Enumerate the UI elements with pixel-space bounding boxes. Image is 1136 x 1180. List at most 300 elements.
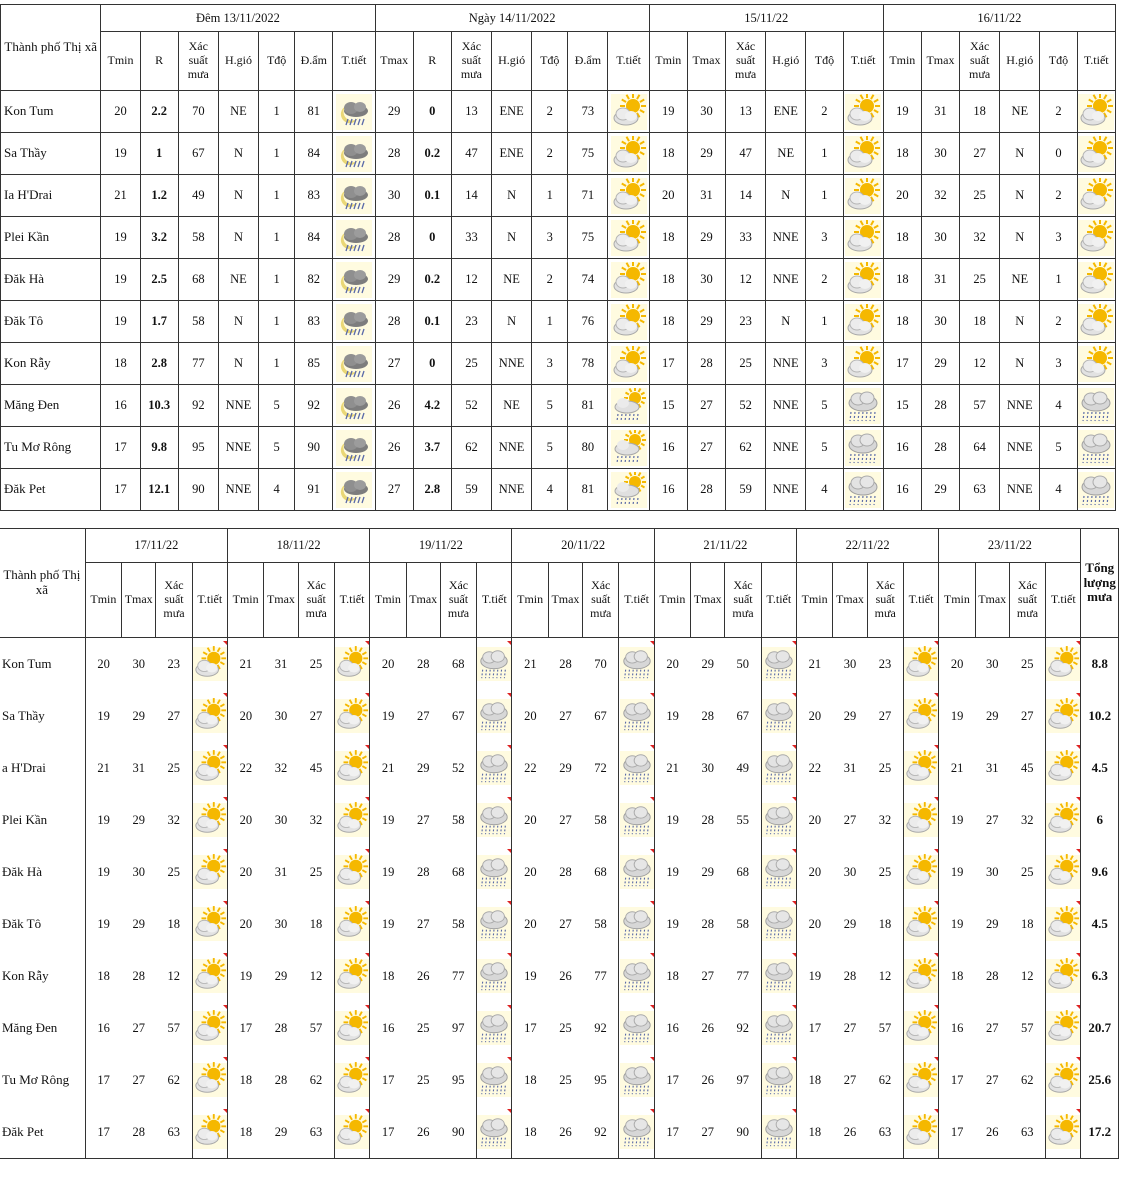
weather-cell [608,133,649,175]
cell-value: 33 [726,217,766,259]
night-rain-icon [336,472,372,508]
column-header: T.tiết [619,563,654,638]
cell-value: 63 [867,1106,903,1159]
cell-value: 1 [806,133,843,175]
city-name: Kon Rẫy [1,343,101,385]
cell-value: 27 [843,1072,857,1087]
sun-cloud-icon [193,641,227,687]
cell-value: 27 [559,812,572,827]
table-row [1,175,1116,217]
cell-value: 67 [440,690,476,742]
weather-cell [477,1002,512,1054]
cell-value: 18 [883,217,921,259]
sun-cloud-icon [193,1109,227,1155]
cell-value: 19 [654,794,690,846]
cell-value: 20 [227,898,263,950]
cell-value: 3 [1040,343,1077,385]
comment-marker [223,797,227,801]
comment-marker [650,953,654,957]
cell-value: 3 [532,343,568,385]
comment-marker [792,797,796,801]
cell-value: 0.1 [413,301,451,343]
cell-value: 5 [806,427,843,469]
cell-value: 25 [416,1020,430,1035]
cell-value: 0 [413,91,451,133]
cell-value: 1 [259,343,295,385]
table-row [0,742,1119,794]
date-group-header: 20/11/22 [512,529,654,563]
sun-cloud-icon [1046,1109,1080,1155]
cell-value: 97 [440,1002,476,1054]
cell-value: 27 [416,708,430,723]
weather-cell [843,91,883,133]
city-name: Sa Thầy [1,133,101,175]
column-header: Tđộ [1040,32,1077,91]
cell-value: 2.2 [140,91,178,133]
cell-value: 13 [726,91,766,133]
cell-value: 27 [375,469,413,511]
cell-value: 1 [1040,259,1077,301]
cell-value: 63 [298,1106,334,1159]
weather-cell [608,175,649,217]
cell-value: 30 [132,656,145,671]
comment-marker [223,1005,227,1009]
weather-cell [843,385,883,427]
column-header: Xác suất mưa [726,32,766,91]
cell-value: 58 [583,898,619,950]
cell-value: 19 [85,898,121,950]
sun-cloud-icon [845,262,881,298]
cell-value: 28 [375,217,413,259]
total-rain-value: 8.8 [1081,638,1119,691]
cell-value: 29 [559,760,572,775]
cell-value: 25 [298,638,334,691]
cell-value: 76 [568,301,608,343]
cloud-rain-icon [1078,472,1114,508]
forecast-table-short-range [0,4,1116,511]
cell-value: 19 [370,794,406,846]
cell-value: NNE [766,385,806,427]
cell-value: 27 [156,690,192,742]
cell-value: NNE [766,217,806,259]
column-header: H.gió [218,32,258,91]
weather-cell [1077,175,1115,217]
weather-cell [192,794,227,846]
sun-cloud-icon [1078,262,1114,298]
weather-cell [333,427,375,469]
cell-value: NNE [766,259,806,301]
cell-value: 63 [960,469,1000,511]
cell-value: 30 [274,708,288,723]
comment-marker [223,745,227,749]
cell-value: N [492,301,532,343]
weather-cell [1077,91,1115,133]
weather-cell [608,385,649,427]
cell-value: 62 [1009,1054,1045,1106]
weather-cell [843,217,883,259]
comment-marker [365,1005,369,1009]
column-header: Xác suất mưa [440,563,476,638]
cell-value: 32 [298,794,334,846]
table-row [0,1054,1119,1106]
cell-value: 0.2 [413,133,451,175]
weather-cell [761,742,796,794]
cell-value: 16 [883,469,921,511]
cell-value: 2 [532,91,568,133]
cell-value: 29 [701,656,714,671]
cell-value: 29 [264,1106,298,1159]
sun-cloud-icon [1046,745,1080,791]
weather-cell [843,343,883,385]
weather-cell [192,846,227,898]
cell-value: 17 [939,1054,975,1106]
cell-value: 17 [370,1106,406,1159]
weather-cell [333,301,375,343]
cell-value: 32 [156,794,192,846]
sun-cloud-icon [611,94,647,130]
cell-value: 92 [583,1002,619,1054]
comment-marker [792,693,796,697]
cell-value: N [218,217,258,259]
cell-value: 20 [85,638,121,691]
weather-cell [761,1106,796,1159]
cell-value: 5 [1040,427,1077,469]
cell-value: 19 [883,91,921,133]
column-header: Xác suất mưa [867,563,903,638]
city-name: Đăk Hà [1,259,101,301]
cell-value: 5 [806,385,843,427]
cell-value: 67 [178,133,218,175]
cell-value: 20 [227,690,263,742]
cell-value: 28 [701,916,714,931]
cell-value: 3 [1040,217,1077,259]
cell-value: 17 [101,427,140,469]
weather-cell [334,846,369,898]
cell-value: 18 [649,259,687,301]
cell-value: 68 [583,846,619,898]
comment-marker [223,1109,227,1113]
sun-cloud-icon [335,693,369,739]
cell-value: 27 [416,916,430,931]
cell-value: NE [1000,259,1040,301]
cell-value: 12 [726,259,766,301]
weather-cell [477,898,512,950]
cell-value: 62 [726,427,766,469]
cell-value: 16 [85,1002,121,1054]
cell-value: 1 [532,301,568,343]
cell-value: 1 [259,301,295,343]
cell-value: 59 [451,469,491,511]
cell-value: 2 [806,259,843,301]
cell-value: 1 [259,259,295,301]
column-header: Tmin [649,32,687,91]
sun-cloud-icon [611,178,647,214]
cell-value: 57 [867,1002,903,1054]
weather-cell [334,898,369,950]
date-group-header: 23/11/22 [939,529,1081,563]
city-header: Thành phố Thị xã [0,529,85,638]
cell-value: 77 [440,950,476,1002]
cell-value: 67 [725,690,761,742]
weather-cell [761,690,796,742]
column-header: Tmax [122,563,156,638]
cell-value: 85 [295,343,333,385]
weather-cell [608,91,649,133]
comment-marker [365,641,369,645]
cell-value: 92 [583,1106,619,1159]
table-row [1,91,1116,133]
cell-value: 28 [132,968,145,983]
cell-value: 16 [649,469,687,511]
cell-value: 25 [1009,846,1045,898]
cell-value: 26 [416,968,430,983]
cell-value: 17 [512,1002,548,1054]
weather-cell [333,469,375,511]
cell-value: 18 [649,133,687,175]
column-header: T.tiết [761,563,796,638]
cell-value: 29 [985,916,999,931]
cell-value: 18 [883,301,921,343]
city-name: Kon Rẫy [0,950,85,1002]
sun-cloud-icon [193,693,227,739]
cell-value: 32 [921,175,959,217]
cell-value: 77 [178,343,218,385]
cell-value: 0 [1040,133,1077,175]
weather-cell [608,469,649,511]
column-header: Tmin [939,563,975,638]
cloud-rain-icon [477,693,511,739]
cell-value: NE [218,91,258,133]
cell-value: 27 [843,812,857,827]
weather-cell [192,690,227,742]
cell-value: NE [218,259,258,301]
comment-marker [223,901,227,905]
cell-value: 21 [796,638,832,691]
cell-value: 29 [843,708,857,723]
weather-cell [761,794,796,846]
cell-value: 19 [654,898,690,950]
sun-cloud-icon [335,953,369,999]
cloud-rain-icon [477,1057,511,1103]
cell-value: 27 [985,1072,999,1087]
cell-value: 75 [568,133,608,175]
column-header: Tmin [85,563,121,638]
comment-marker [934,641,938,645]
cloud-rain-icon [620,1005,654,1051]
cell-value: 1 [259,217,295,259]
comment-marker [1076,1057,1080,1061]
sun-cloud-icon [1046,693,1080,739]
cell-value: 70 [178,91,218,133]
cell-value: 1 [259,175,295,217]
table-row [1,385,1116,427]
cloud-rain-icon [845,472,881,508]
cell-value: NNE [1000,427,1040,469]
comment-marker [650,1057,654,1061]
column-header: Tmin [101,32,140,91]
date-group-header: 16/11/22 [883,5,1115,32]
sun-cloud-icon [1078,346,1114,382]
cloud-rain-icon [620,797,654,843]
cell-value: 4 [1040,385,1077,427]
weather-cell [903,638,938,691]
cell-value: 18 [960,91,1000,133]
comment-marker [792,849,796,853]
cell-value: N [1000,133,1040,175]
cell-value: NNE [766,343,806,385]
column-header: T.tiết [608,32,649,91]
sun-cloud-icon [1046,901,1080,947]
cell-value: 73 [568,91,608,133]
cell-value: 28 [375,301,413,343]
column-header: Xác suất mưa [178,32,218,91]
cell-value: 27 [867,690,903,742]
cell-value: 20 [883,175,921,217]
comment-marker [223,1057,227,1061]
sun-cloud-icon [1046,641,1080,687]
cell-value: N [1000,217,1040,259]
weather-cell [334,950,369,1002]
cell-value: 3.7 [413,427,451,469]
table-row [0,1002,1119,1054]
cell-value: 27 [132,1020,145,1035]
weather-cell [477,742,512,794]
cell-value: NNE [218,469,258,511]
cell-value: 19 [654,690,690,742]
cell-value: 1.2 [140,175,178,217]
weather-cell [192,1054,227,1106]
weather-cell [192,1106,227,1159]
cell-value: 26 [375,427,413,469]
cell-value: 17 [649,343,687,385]
cell-value: 30 [985,656,999,671]
cloud-rain-icon [762,1057,796,1103]
table-row [0,794,1119,846]
cell-value: 19 [101,133,140,175]
cell-value: 83 [295,301,333,343]
sun-cloud-icon [193,1057,227,1103]
column-header: Tmax [691,563,725,638]
cell-value: 2 [806,91,843,133]
weather-cell [903,950,938,1002]
comment-marker [792,901,796,905]
cell-value: 57 [960,385,1000,427]
cell-value: 29 [132,812,145,827]
comment-marker [934,693,938,697]
cell-value: NE [492,385,532,427]
cell-value: 16 [939,1002,975,1054]
cell-value: ENE [766,91,806,133]
sun-cloud-icon [335,1005,369,1051]
weather-cell [477,794,512,846]
column-header: Tmin [883,32,921,91]
cell-value: 62 [156,1054,192,1106]
cell-value: 29 [132,916,145,931]
weather-cell [843,469,883,511]
weather-cell [761,950,796,1002]
column-header: Tmax [975,563,1009,638]
sun-cloud-icon [904,1057,938,1103]
comment-marker [1076,797,1080,801]
cell-value: 19 [796,950,832,1002]
cloud-rain-icon [845,430,881,466]
weather-cell [1077,427,1115,469]
cell-value: 31 [985,760,999,775]
sun-rain-icon [611,388,647,424]
cloud-rain-icon [620,641,654,687]
sun-cloud-icon [1078,220,1114,256]
cloud-rain-icon [477,1005,511,1051]
column-header: Tmax [406,563,440,638]
cell-value: 82 [295,259,333,301]
sun-cloud-icon [611,346,647,382]
weather-cell [1046,846,1081,898]
sun-cloud-icon [904,797,938,843]
cloud-rain-icon [620,953,654,999]
column-header: Xác suất mưa [725,563,761,638]
weather-cell [619,1106,654,1159]
weather-cell [1046,1002,1081,1054]
weather-cell [843,175,883,217]
cell-value: 19 [370,898,406,950]
cell-value: 21 [654,742,690,794]
weather-cell [903,1002,938,1054]
weather-cell [334,1054,369,1106]
cell-value: 55 [725,794,761,846]
column-header: T.tiết [334,563,369,638]
night-rain-icon [336,262,372,298]
cell-value: 22 [512,742,548,794]
city-name: Đăk Tô [1,301,101,343]
cloud-rain-icon [477,745,511,791]
cloud-rain-icon [762,745,796,791]
date-group-header: Đêm 13/11/2022 [101,5,375,32]
comment-marker [934,797,938,801]
cell-value: 12 [298,950,334,1002]
cell-value: 18 [796,1106,832,1159]
column-header: Xác suất mưa [156,563,192,638]
comment-marker [934,745,938,749]
city-name: Tu Mơ Rông [0,1054,85,1106]
cell-value: 62 [451,427,491,469]
cloud-rain-icon [762,1109,796,1155]
cell-value: 30 [687,91,725,133]
cloud-rain-icon [477,797,511,843]
sun-cloud-icon [1078,136,1114,172]
weather-cell [192,950,227,1002]
city-name: Đăk Tô [0,898,85,950]
table-row [1,217,1116,259]
sun-cloud-icon [904,849,938,895]
cell-value: NNE [1000,385,1040,427]
weather-cell [192,638,227,691]
cell-value: 20 [649,175,687,217]
cell-value: 91 [295,469,333,511]
weather-cell [1046,742,1081,794]
cell-value: 18 [654,950,690,1002]
cell-value: 49 [178,175,218,217]
column-header: T.tiết [903,563,938,638]
comment-marker [1076,745,1080,749]
weather-cell [761,846,796,898]
cell-value: 29 [375,259,413,301]
cell-value: 18 [512,1054,548,1106]
cloud-rain-icon [1078,388,1114,424]
cell-value: 28 [687,343,725,385]
cell-value: 19 [512,950,548,1002]
cell-value: ENE [492,91,532,133]
cell-value: 31 [921,259,959,301]
